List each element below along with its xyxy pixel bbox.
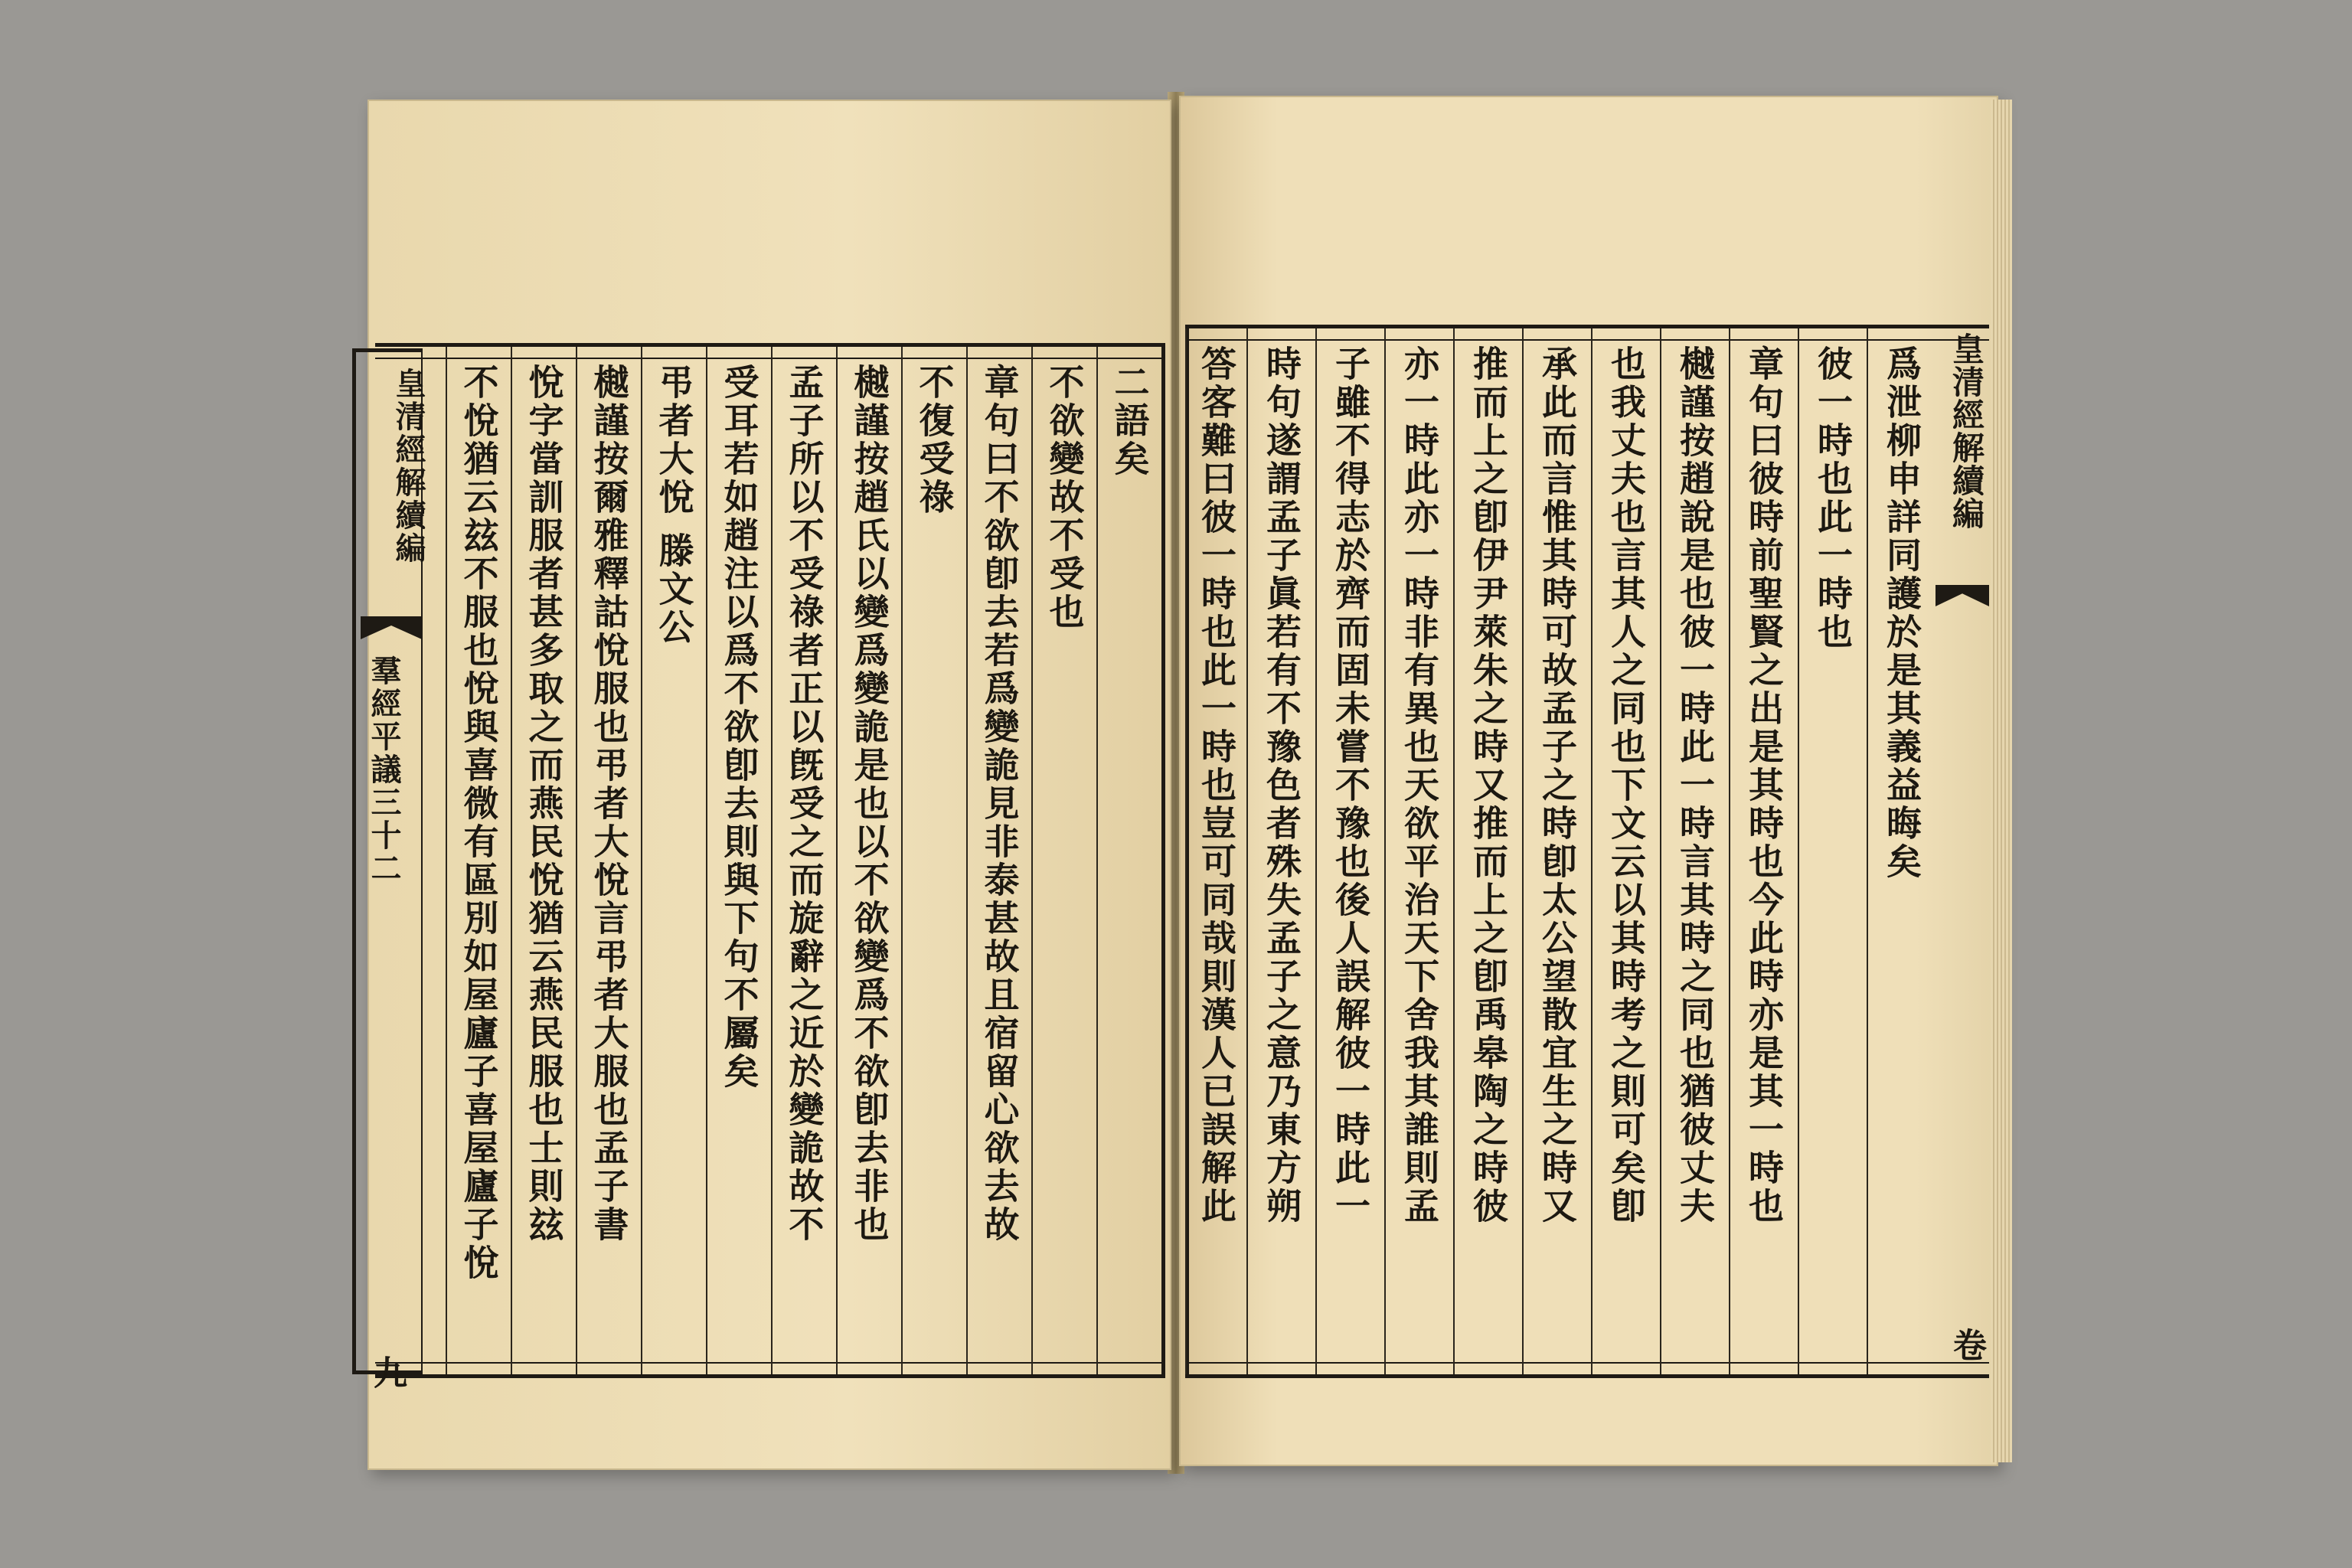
column-text: 樾謹按趙說是也彼一時此一時言其時之同也猶彼丈夫 [1674, 345, 1716, 1226]
gutter-page-number: 九 [368, 1355, 407, 1389]
text-column [1031, 347, 1096, 1374]
column-text: 章句曰不欲卽去若爲變詭見非泰甚故且宿留心欲去故 [978, 364, 1021, 1244]
text-column [1246, 328, 1315, 1374]
text-column [1867, 328, 1936, 1374]
text-column [901, 347, 966, 1374]
column-text: 弔者大悅 滕文公 [653, 364, 695, 648]
column-text: 章句曰彼時前聖賢之出是其時也今此時亦是其一時也 [1743, 345, 1785, 1226]
text-column [1315, 328, 1384, 1374]
fish-tail-mark [1936, 585, 1989, 606]
left-gutter-banner [352, 348, 426, 1389]
text-column [446, 347, 511, 1374]
fish-tail-mark [361, 616, 422, 639]
text-column [836, 347, 901, 1374]
left-text-frame [375, 343, 1165, 1378]
column-text: 不悅猶云玆不服也悅與喜微有區別如屋廬子喜屋廬子悅 [458, 364, 500, 1282]
column-text: 受耳若如趙注以爲不欲卽去則與下句不屬矣 [718, 364, 760, 1091]
column-text: 承此而言惟其時可故孟子之時卽太公望散宜生之時又 [1537, 345, 1578, 1226]
column-text: 不欲變故不受也 [1044, 364, 1086, 632]
text-column [576, 347, 641, 1374]
column-text: 彼一時也此一時也 [1812, 345, 1854, 652]
column-text: 樾謹按爾雅釋詁悅服也弔者大悅言弔者大服也孟子書 [588, 364, 630, 1244]
text-column [1096, 347, 1161, 1374]
page-edges [1991, 100, 2012, 1462]
column-text: 子雖不得志於齊而固未嘗不豫也後人誤解彼一時此一 [1330, 345, 1371, 1226]
column-text: 時句遂謂孟子眞若有不豫色者殊失孟子之意乃東方朔 [1261, 345, 1302, 1226]
text-column [1453, 328, 1522, 1374]
column-text: 答客難曰彼一時也此一時也豈可同哉則漢人已誤解此 [1196, 345, 1237, 1226]
text-column [966, 347, 1031, 1374]
text-column [706, 347, 771, 1374]
gutter-chapter-title: 羣經平議三十二 [366, 655, 402, 885]
column-text: 推而上之卽伊尹萊朱之時又推而上之卽禹皋陶之時彼 [1468, 345, 1509, 1226]
gutter-page-number: 卷 [1947, 1328, 1986, 1361]
text-column [1522, 328, 1591, 1374]
text-column [1185, 328, 1246, 1374]
text-column [1660, 328, 1729, 1374]
text-column [511, 347, 576, 1374]
column-text: 亦一時此亦一時非有異也天欲平治天下舍我其誰則孟 [1399, 345, 1440, 1226]
column-text: 孟子所以不受祿者正以旣受之而旋辭之近於變詭故不 [783, 364, 825, 1244]
column-text: 樾謹按趙氏以變爲變詭是也以不欲變爲不欲卽去非也 [848, 364, 890, 1244]
column-text: 二語矣 [1109, 364, 1151, 479]
text-column [641, 347, 706, 1374]
column-text: 爲泄柳申詳同護於是其義益晦矣 [1881, 345, 1922, 881]
gutter-book-title: 皇清經解續編 [1948, 332, 1985, 530]
text-column [771, 347, 836, 1374]
text-column [1591, 328, 1660, 1374]
column-text: 悅字當訓服者甚多取之而燕民悅猶云燕民服也士則玆 [523, 364, 565, 1244]
text-column [1729, 328, 1798, 1374]
right-text-frame [1185, 325, 1989, 1378]
gutter-book-title: 皇清經解續編 [390, 368, 426, 565]
text-column [1798, 328, 1867, 1374]
column-text: 不復受祿 [913, 364, 956, 517]
text-column [1384, 328, 1453, 1374]
column-text: 也我丈夫也言其人之同也下文云以其時考之則可矣卽 [1606, 345, 1647, 1226]
right-gutter-banner [1936, 325, 1989, 1378]
